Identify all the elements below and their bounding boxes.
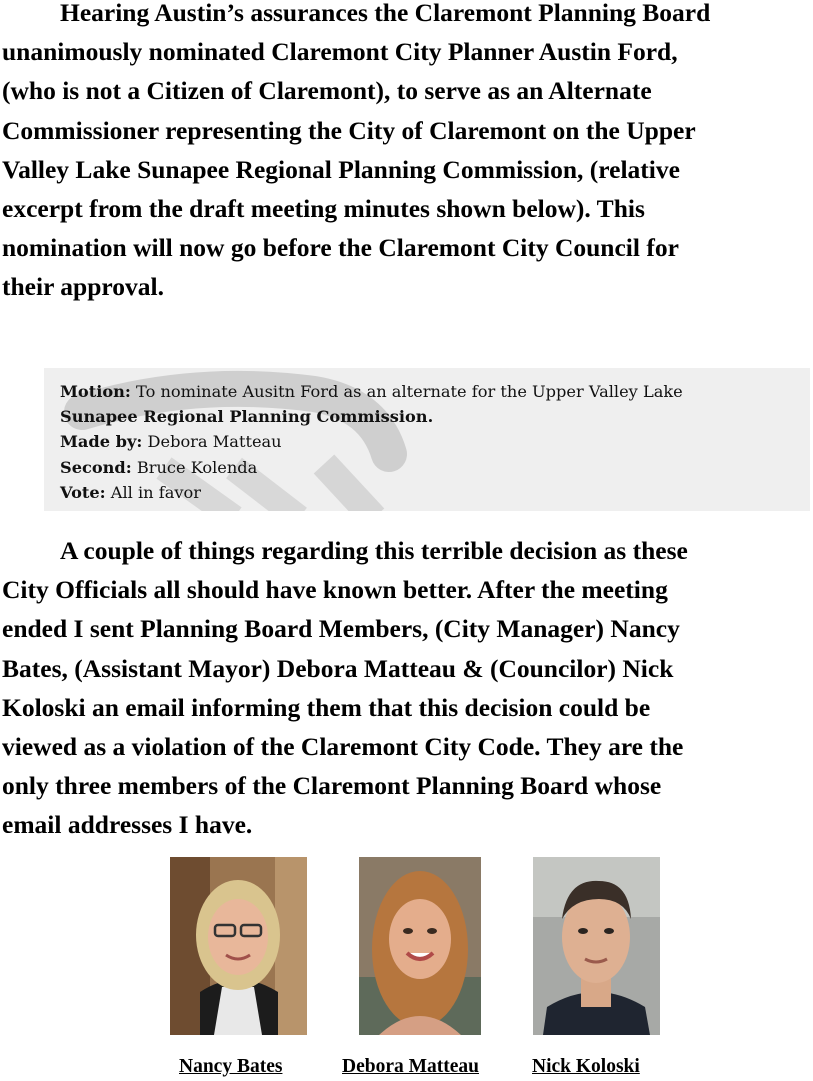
paragraph-line: only three members of the Claremont Planning Board whose xyxy=(2,771,662,801)
paragraph-line: Commissioner representing the City of Claremont on the Upper xyxy=(2,115,696,145)
paragraph-line: unanimously nominated Claremont City Planner Austin Ford, xyxy=(2,37,678,67)
nick-koloski-caption: Nick Koloski xyxy=(532,1056,640,1077)
paragraph-line: viewed as a violation of the Claremont City Code. They are the xyxy=(2,732,684,762)
paragraph-line: excerpt from the draft meeting minutes shown below). This xyxy=(2,194,645,224)
paragraph-line: A couple of things regarding this terrible decision as these xyxy=(60,536,688,565)
paragraph-line: Hearing Austin’s assurances the Claremont Planning Board xyxy=(60,0,711,27)
paragraph-line: Valley Lake Sunapee Regional Planning Commission, (relative xyxy=(2,154,680,184)
paragraph-line: City Officials all should have known better. After the meeting xyxy=(2,575,668,605)
paragraph-line: email addresses I have. xyxy=(2,810,253,840)
second-label: Second: xyxy=(60,457,132,477)
motion-label: Motion: xyxy=(60,382,131,401)
second-value: Bruce Kolenda xyxy=(131,457,258,477)
motion-text: To nominate Ausitn Ford as an alternate for the Upper Valley Lake xyxy=(130,382,683,401)
debora-matteau-caption: Debora Matteau xyxy=(342,1056,480,1077)
intro-paragraph xyxy=(2,0,813,307)
motion-line xyxy=(60,379,806,404)
made-by-value: Debora Matteau xyxy=(142,432,282,452)
paragraph-line: ended I sent Planning Board Members, (City Manager) Nancy xyxy=(2,614,680,644)
minutes-excerpt xyxy=(44,368,810,511)
vote-value: All in favor xyxy=(105,482,201,502)
vote-line xyxy=(60,480,806,505)
paragraph-line: Bates, (Assistant Mayor) Debora Matteau & (Councilor) Nick xyxy=(2,653,674,683)
paragraph-line: Koloski an email informing them that this decision could be xyxy=(2,692,651,722)
made-by-line xyxy=(60,429,806,454)
followup-paragraph xyxy=(2,531,813,845)
nancy-bates-photo xyxy=(170,857,307,1035)
paragraph-line: nomination will now go before the Claremont City Council for xyxy=(2,233,679,263)
nancy-bates-caption: Nancy Bates xyxy=(179,1056,283,1077)
paragraph-line: (who is not a Citizen of Claremont), to serve as an Alternate xyxy=(2,76,652,106)
second-line xyxy=(60,455,806,480)
debora-matteau-photo xyxy=(359,857,481,1035)
motion-line-2: Sunapee Regional Planning Commission. xyxy=(60,407,434,427)
made-by-label: Made by: xyxy=(60,432,143,452)
nick-koloski-photo xyxy=(533,857,660,1035)
paragraph-line: their approval. xyxy=(2,272,164,302)
vote-label: Vote: xyxy=(60,482,106,502)
